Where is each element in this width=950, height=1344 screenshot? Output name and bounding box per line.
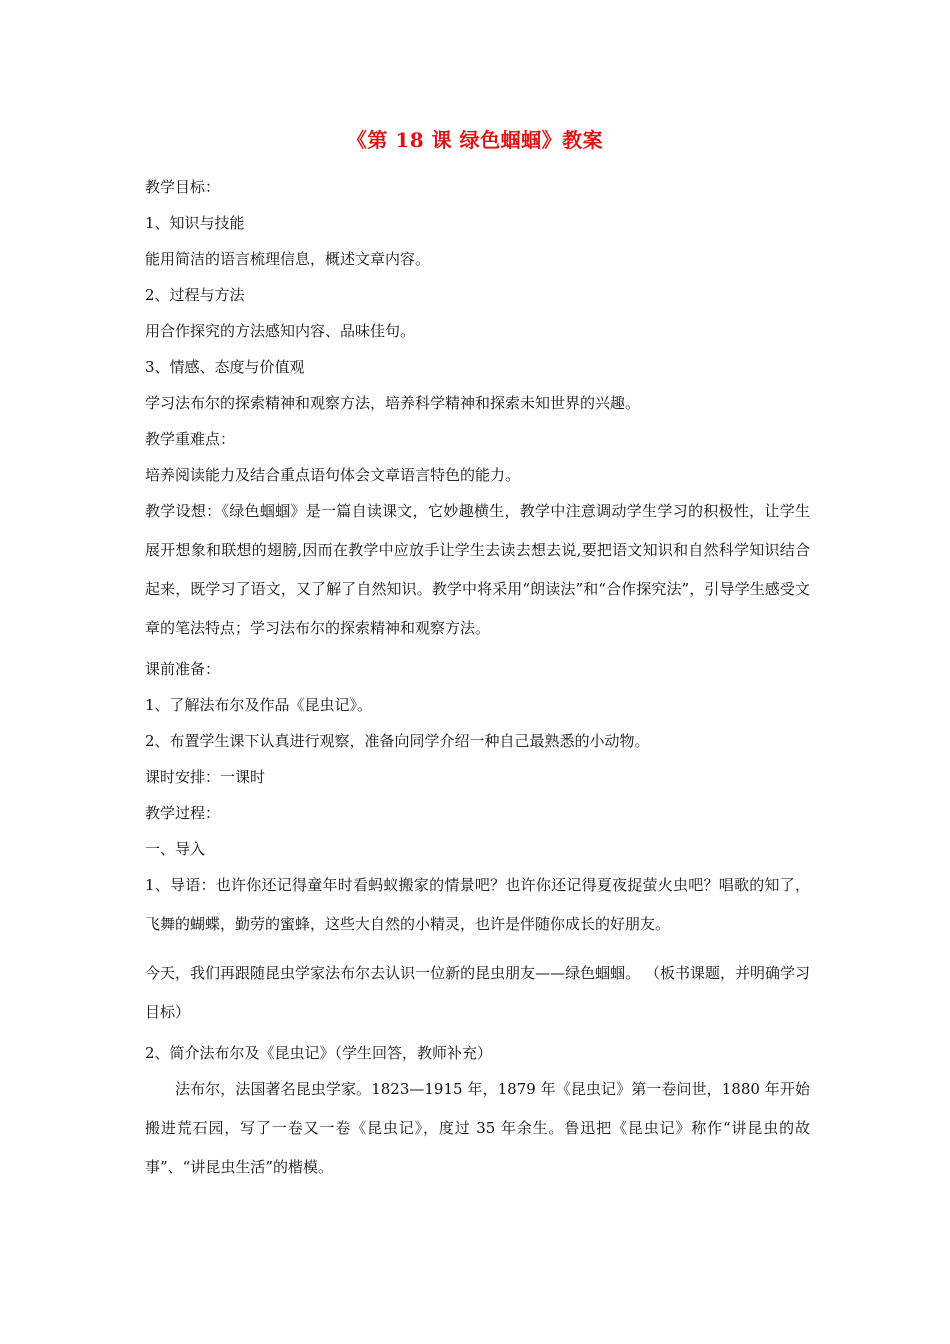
preparation-item-2: 2、布置学生课下认真进行观察，准备向同学介绍一种自己最熟悉的小动物。 [145,732,650,750]
schedule-line: 课时安排：一课时 [145,768,266,786]
preparation-heading: 课前准备： [145,660,221,678]
intro-heading: 一、导入 [145,840,206,858]
objectives-heading: 教学目标： [145,178,221,196]
key-points-heading: 教学重难点： [145,430,236,448]
key-points-text: 培养阅读能力及结合重点语句体会文章语言特色的能力。 [145,466,521,484]
document-body [145,176,810,1197]
objective-2-text: 用合作探究的方法感知内容、品味佳句。 [145,322,416,340]
process-heading: 教学过程： [145,804,221,822]
intro-paragraph: 1、导语：也许你还记得童年时看蚂蚁搬家的情景吧？也许你还记得夏夜捉萤火虫吧？唱歌的知了，飞舞的蝴蝶，勤劳的蜜蜂，这些大自然的小精灵，也许是伴随你成长的好朋友。 [145,876,810,933]
objective-1-heading: 1、知识与技能 [145,214,245,232]
fabre-intro-heading: 2、简介法布尔及《昆虫记》（学生回答，教师补充） [145,1044,493,1062]
today-paragraph: 今天，我们再跟随昆虫学家法布尔去认识一位新的昆虫朋友——绿色蝈蝈。 （板书课题，并明确学习目标） [145,964,810,1021]
objective-2-heading: 2、过程与方法 [145,286,245,304]
objective-3-text: 学习法布尔的探索精神和观察方法，培养科学精神和探索未知世界的兴趣。 [145,394,641,412]
fabre-paragraph: 法布尔，法国著名昆虫学家。1823—1915 年，1879 年《昆虫记》第一卷问世，1880 年开始搬进荒石园，写了一卷又一卷《昆虫记》，度过 35 年余生。鲁迅把《昆虫记》称作“讲昆虫的故事”、“讲昆虫生活”的楷模。 [145,1080,810,1176]
objective-3-heading: 3、情感、态度与价值观 [145,358,305,376]
document-title: 《第 18 课 绿色蝈蝈》教案 [346,128,604,152]
preparation-item-1: 1、了解法布尔及作品《昆虫记》。 [145,696,373,714]
objective-1-text: 能用简洁的语言梳理信息，概述文章内容。 [145,250,431,268]
teaching-design-paragraph: 教学设想：《绿色蝈蝈》是一篇自读课文，它妙趣横生，教学中注意调动学生学习的积极性，让学生展开想象和联想的翅膀,因而在教学中应放手让学生去读去想去说,要把语文知识和自然科学知识结合起来，既学习了语文，又了解了自然知识。教学中将采用“朗读法”和“合作探究法”，引导学生感受文章的笔法特点；学习法布尔的探索精神和观察方法。 [145,502,810,637]
